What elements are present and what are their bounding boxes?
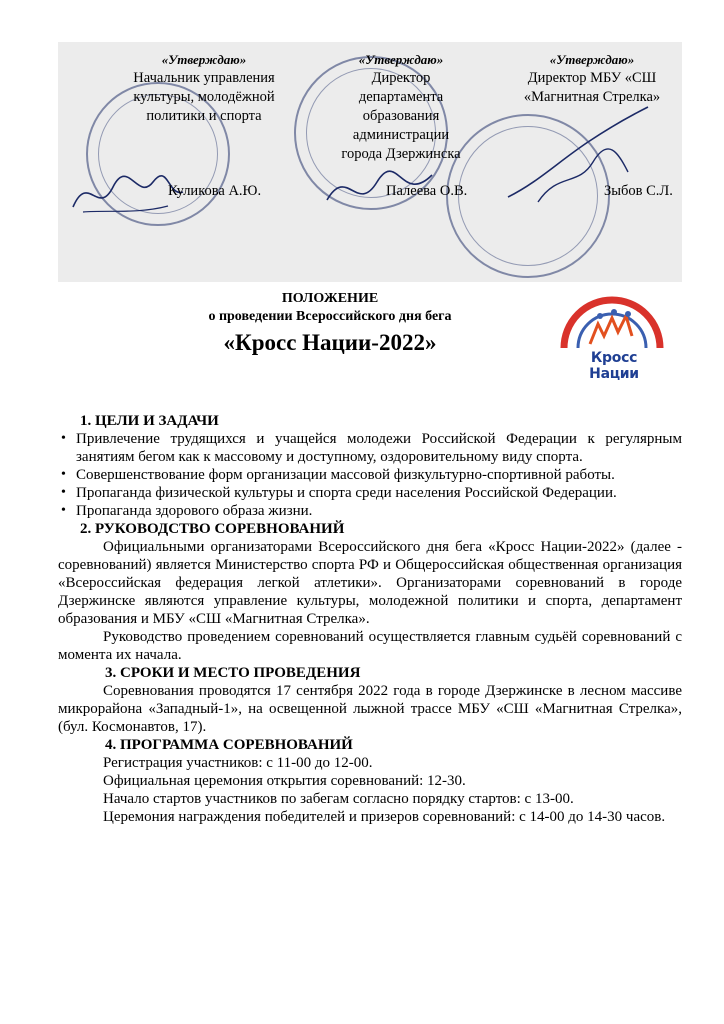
document-body: [58, 412, 682, 826]
logo-name: Кросс Нации: [589, 350, 639, 382]
approve-heading: «Утверждаю»: [161, 52, 247, 67]
title-line-2: о проведении Всероссийского дня бега: [208, 309, 452, 324]
approver-position-line: Директор МБУ «СШ: [527, 70, 657, 86]
approver-position-line: департамента: [358, 89, 444, 105]
paragraph: Соревнования проводятся 17 сентября 2022 года в городе Дзержинске в лесном массиве микрорайона «Западный-1», на освещенной лыжной трассе МБУ «СШ «Магнитная Стрелка», (бул. Космонавтов, 17).: [58, 683, 682, 735]
approver-2: [326, 50, 476, 199]
approver-position-line: администрации: [352, 127, 450, 143]
section-heading-management: 2. РУКОВОДСТВО СОРЕВНОВАНИЙ: [80, 521, 345, 537]
section-heading-dates-place: 3. СРОКИ И МЕСТО ПРОВЕДЕНИЯ: [105, 665, 361, 681]
approver-signature-name: Куликова А.Ю.: [168, 183, 262, 199]
paragraph: Официальными организаторами Всероссийского дня бега «Кросс Нации-2022» (далее - соревнований) является Министерство спорта РФ и Общероссийская общественная организация «Всероссийская федерация легкой атлетики». Организаторами соревнований в городе Дзержинске являются управление культуры, молодежной политики и спорта, департамент образования и МБУ «СШ «Магнитная Стрелка».: [58, 539, 682, 627]
approver-signature-name: Зыбов С.Л.: [604, 183, 673, 199]
approver-position-line: культуры, молодёжной: [133, 89, 275, 105]
signature-right: [498, 102, 658, 222]
approve-heading: «Утверждаю»: [549, 52, 635, 67]
title-line-3: «Кросс Нации-2022»: [223, 330, 437, 355]
approver-position-line: города Дзержинска: [341, 146, 461, 162]
approver-position-line: Начальник управления: [133, 70, 275, 86]
approver-position-line: образования: [362, 108, 440, 124]
goals-list: [58, 430, 682, 520]
paragraph: Руководство проведением соревнований осуществляется главным судьёй соревнований с момента их начала.: [58, 629, 682, 663]
program-line: Начало стартов участников по забегам согласно порядку стартов: с 13-00.: [103, 791, 574, 807]
list-item: • Привлечение трудящихся и учащейся молодежи Российской Федерации к регулярным занятиям бегом как к массовому и доступному, оздоровительному виду спорта.: [58, 430, 682, 466]
document-title: [140, 290, 520, 358]
section-heading-goals: 1. ЦЕЛИ И ЗАДАЧИ: [80, 413, 219, 429]
approver-signature-name: Палеева О.В.: [386, 183, 468, 199]
program-line: Официальная церемония открытия соревнований: 12-30.: [103, 773, 466, 789]
approver-3: [508, 50, 676, 199]
approver-position-line: «Магнитная Стрелка»: [523, 89, 661, 105]
program-line: Церемония награждения победителей и призеров соревнований: с 14-00 до 14-30 часов.: [103, 809, 666, 825]
list-item: • Пропаганда здорового образа жизни.: [58, 502, 682, 520]
list-item: • Совершенствование форм организации массовой физкультурно-спортивной работы.: [58, 466, 682, 484]
approve-heading: «Утверждаю»: [358, 52, 444, 67]
title-line-1: ПОЛОЖЕНИЕ: [281, 291, 379, 306]
section-heading-program: 4. ПРОГРАММА СОРЕВНОВАНИЙ: [105, 737, 353, 753]
approver-position-line: Директор: [371, 70, 431, 86]
approver-position-line: политики и спорта: [146, 108, 262, 124]
approval-block: [58, 42, 682, 282]
approver-1: [120, 50, 288, 199]
kross-nacii-logo: [556, 290, 668, 382]
program-line: Регистрация участников: с 11-00 до 12-00.: [103, 755, 373, 771]
list-item: • Пропаганда физической культуры и спорта среди населения Российской Федерации.: [58, 484, 682, 502]
